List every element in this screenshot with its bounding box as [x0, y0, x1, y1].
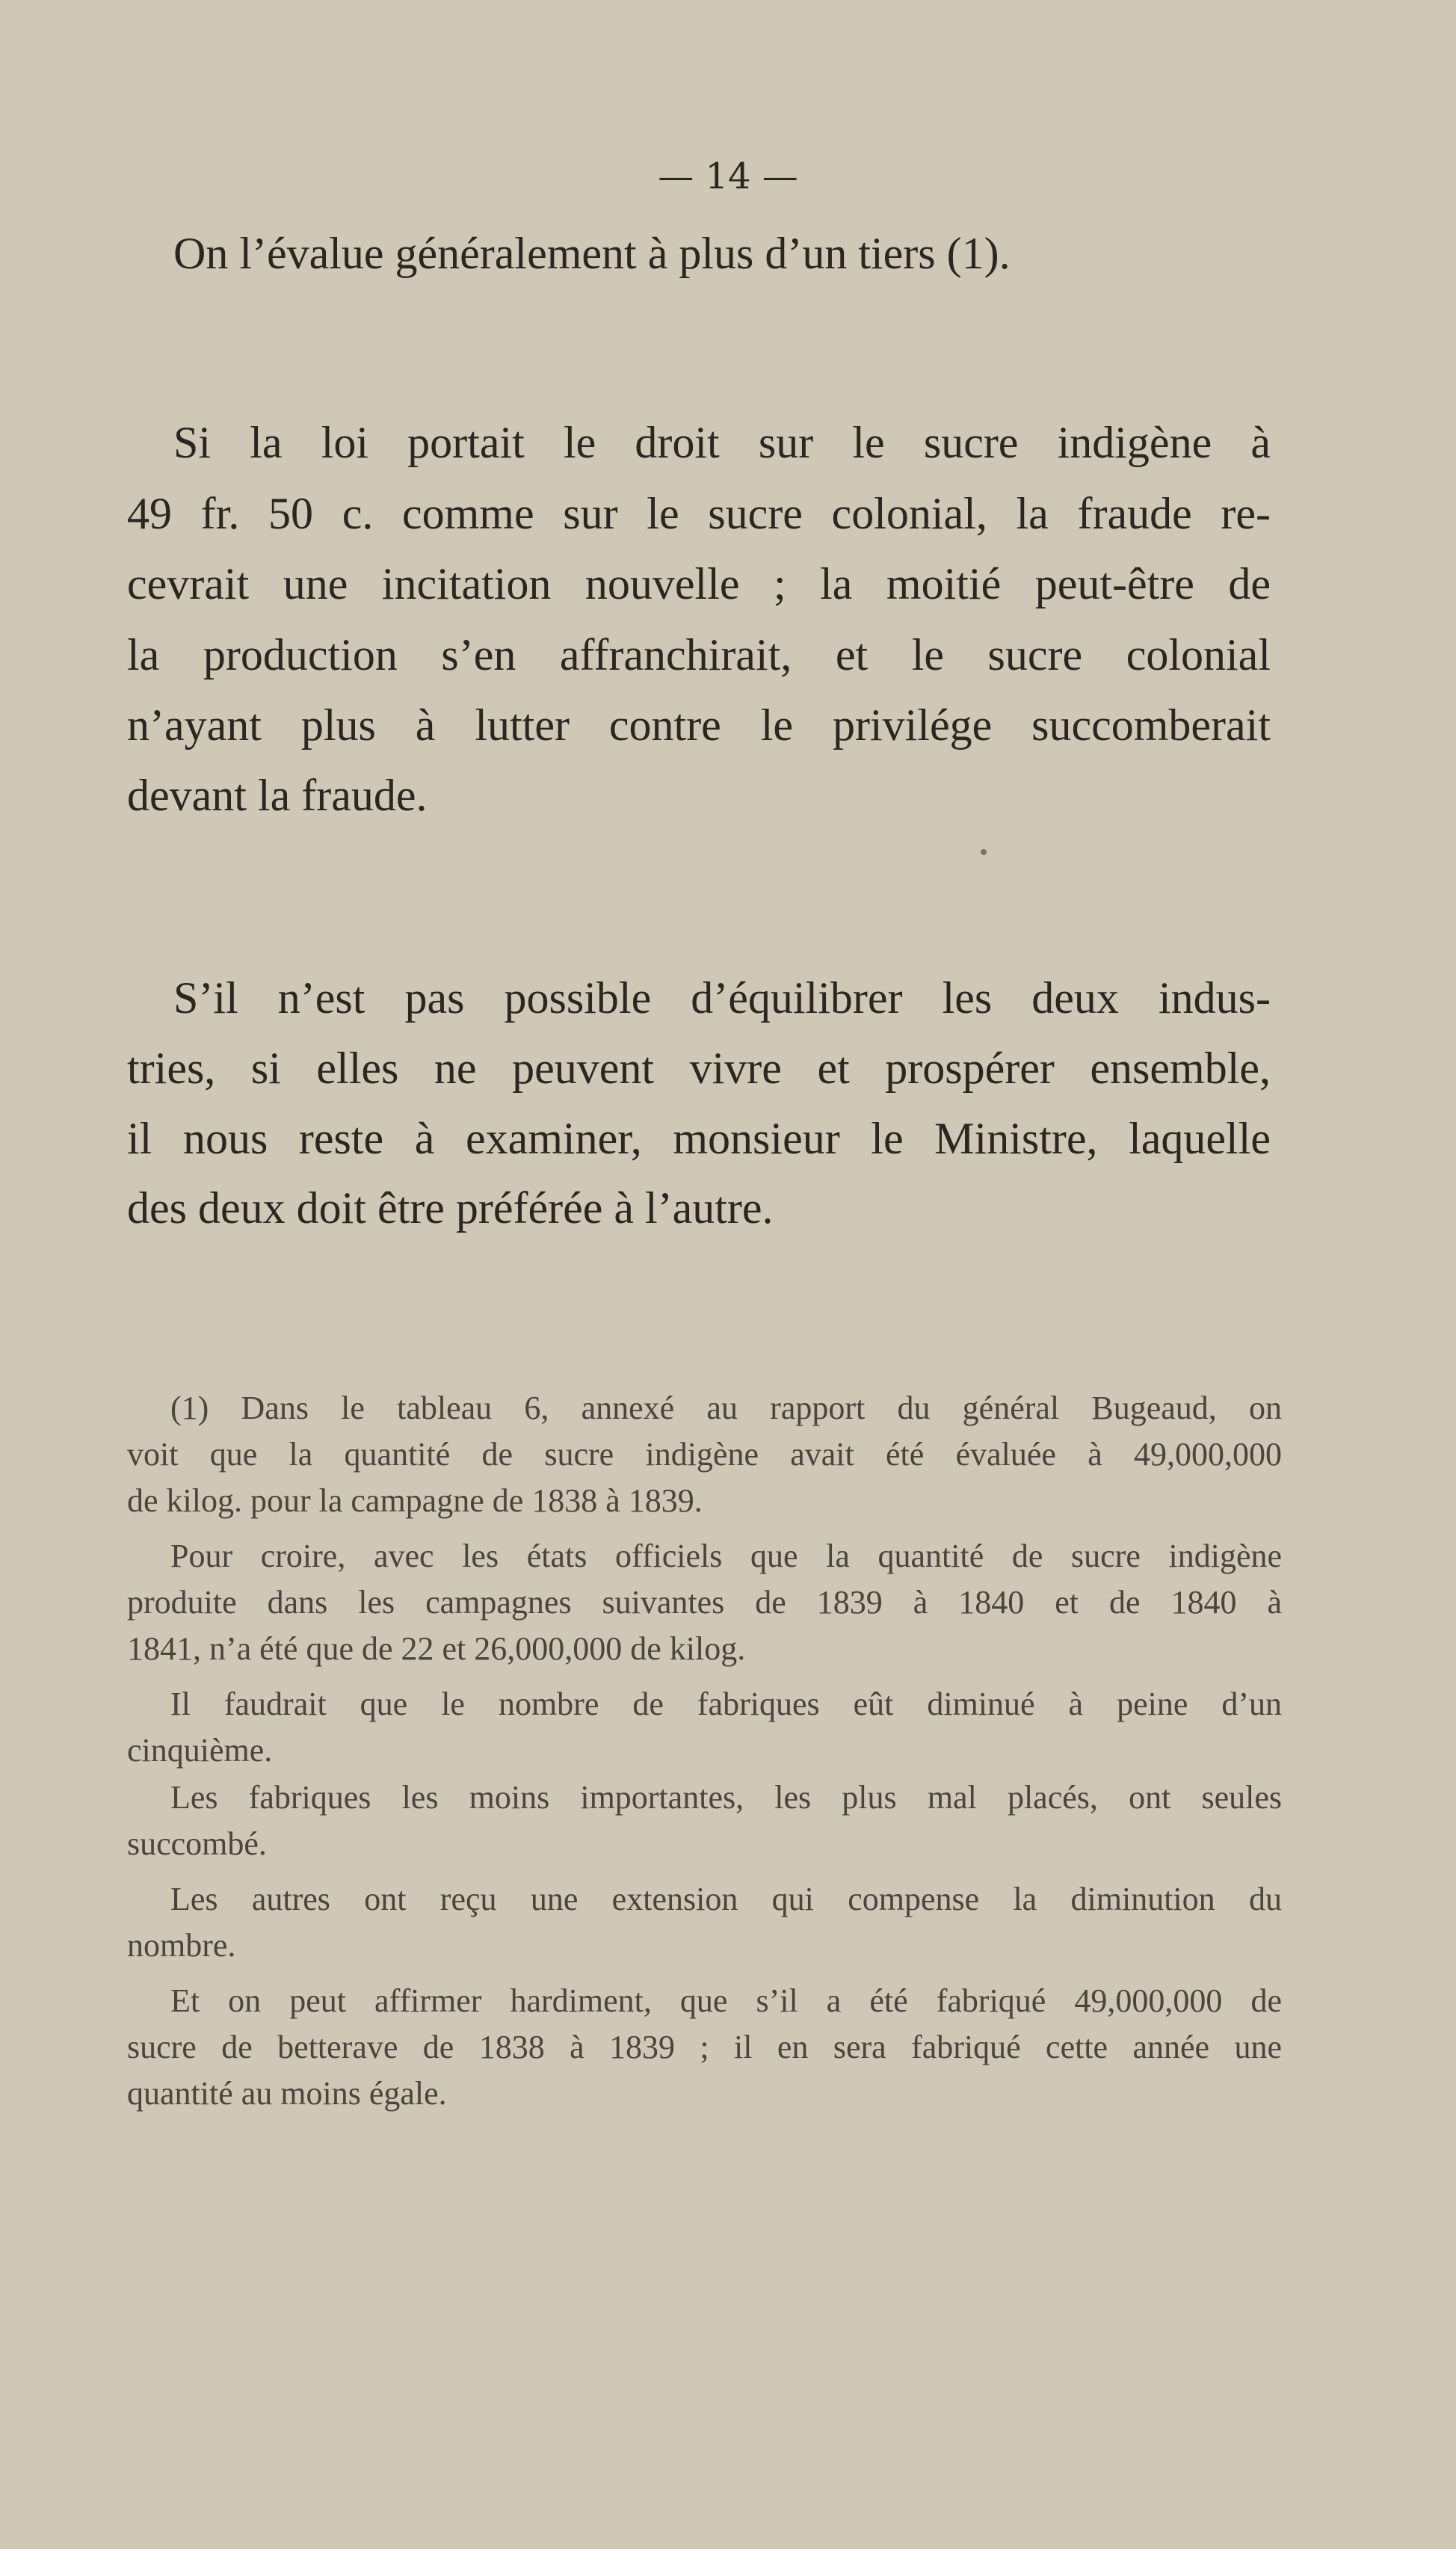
- paragraph-3-line: des deux doit être préférée à l’autre.: [127, 1183, 774, 1233]
- footnote-line: succombé.: [127, 1825, 267, 1862]
- footnote-line: Et on peut affirmer hardiment, que s’il a été fabriqué 49,000,000 de: [170, 1982, 1282, 2019]
- paragraph-3-line: il nous reste à examiner, monsieur le Ministre, laquelle: [127, 1114, 1271, 1163]
- footnote-line: nombre.: [127, 1927, 236, 1964]
- paragraph-2-line: 49 fr. 50 c. comme sur le sucre colonial, la fraude re-: [127, 489, 1271, 538]
- footnote-line: produite dans les campagnes suivantes de 1839 à 1840 et de 1840 à: [127, 1584, 1282, 1621]
- footnote-line: Les fabriques les moins importantes, les plus mal placés, ont seules: [170, 1779, 1282, 1816]
- paragraph-2-line: cevrait une incitation nouvelle ; la moitié peut-être de: [127, 559, 1271, 608]
- footnote-line: voit que la quantité de sucre indigène avait été évaluée à 49,000,000: [127, 1436, 1282, 1473]
- page-number: — 14 —: [658, 155, 798, 197]
- paragraph-2-line: Si la loi portait le droit sur le sucre indigène à: [173, 418, 1271, 467]
- paragraph-1-line: On l’évalue généralement à plus d’un tiers (1).: [173, 229, 1011, 278]
- paragraph-2-line: devant la fraude.: [127, 771, 428, 820]
- footnote-line: cinquième.: [127, 1732, 273, 1769]
- footnote-line: (1) Dans le tableau 6, annexé au rapport du général Bugeaud, on: [170, 1390, 1282, 1426]
- paragraph-2-line: n’ayant plus à lutter contre le privilége succomberait: [127, 700, 1271, 750]
- footnote-line: Les autres ont reçu une extension qui compense la diminution du: [170, 1881, 1282, 1917]
- footnote-line: sucre de betterave de 1838 à 1839 ; il en sera fabriqué cette année une: [127, 2029, 1282, 2065]
- paragraph-3-line: tries, si elles ne peuvent vivre et prospérer ensemble,: [127, 1044, 1271, 1093]
- footnote-line: de kilog. pour la campagne de 1838 à 1839.: [127, 1482, 703, 1519]
- paragraph-3-line: S’il n’est pas possible d’équilibrer les deux indus-: [173, 973, 1271, 1023]
- footnote-line: 1841, n’a été que de 22 et 26,000,000 de kilog.: [127, 1630, 746, 1667]
- ink-speck: [981, 849, 987, 855]
- paragraph-2-line: la production s’en affranchirait, et le sucre colonial: [127, 630, 1271, 679]
- footnote-line: quantité au moins égale.: [127, 2075, 447, 2112]
- footnote-line: Pour croire, avec les états officiels que la quantité de sucre indigène: [170, 1538, 1282, 1574]
- footnote-line: Il faudrait que le nombre de fabriques eût diminué à peine d’un: [170, 1686, 1282, 1722]
